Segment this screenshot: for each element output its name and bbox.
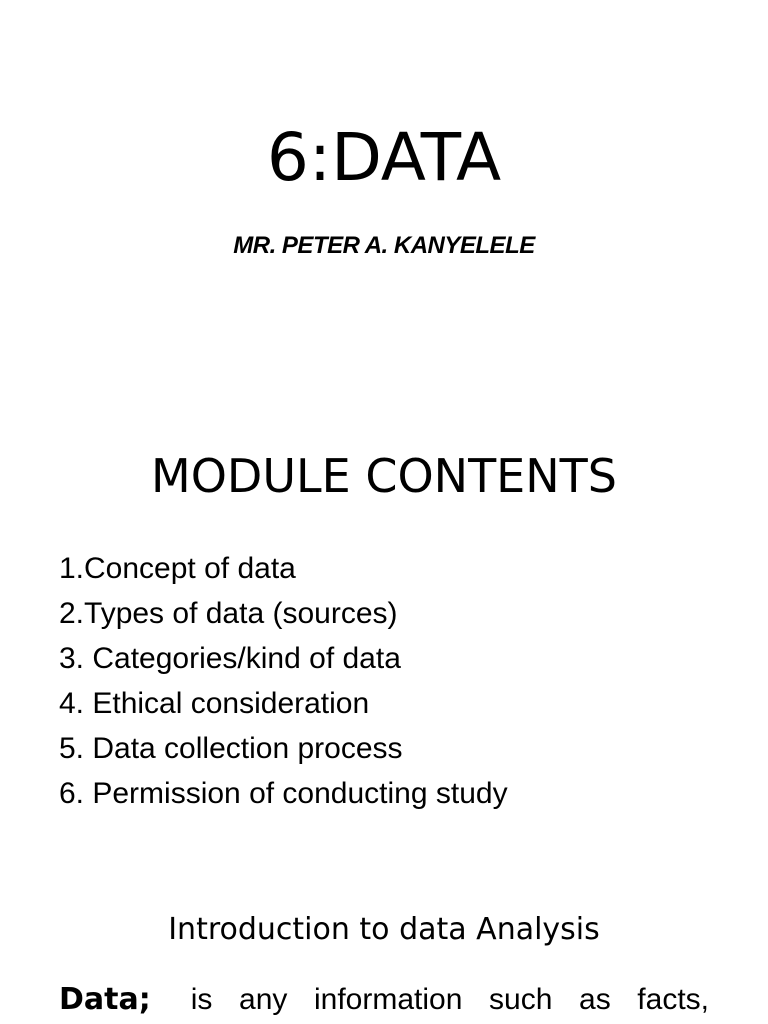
list-item: 1.Concept of data [59, 552, 296, 585]
list-item: 3. Categories/kind of data [59, 642, 401, 675]
definition-text: is any information such as facts, [190, 983, 709, 1016]
list-item: 5. Data collection process [59, 732, 403, 765]
definition-term: Data; [59, 982, 151, 1017]
intro-heading: Introduction to data Analysis [168, 912, 600, 947]
list-item: 4. Ethical consideration [59, 687, 370, 720]
module-contents-heading: MODULE CONTENTS [151, 449, 617, 503]
author-name: MR. PETER A. KANYELELE [233, 232, 535, 259]
data-definition-paragraph [59, 980, 709, 1020]
list-item: 2.Types of data (sources) [59, 597, 398, 630]
module-contents-list [59, 548, 508, 818]
list-item: 6. Permission of conducting study [59, 777, 508, 810]
page-title: 6:DATA [266, 119, 502, 196]
